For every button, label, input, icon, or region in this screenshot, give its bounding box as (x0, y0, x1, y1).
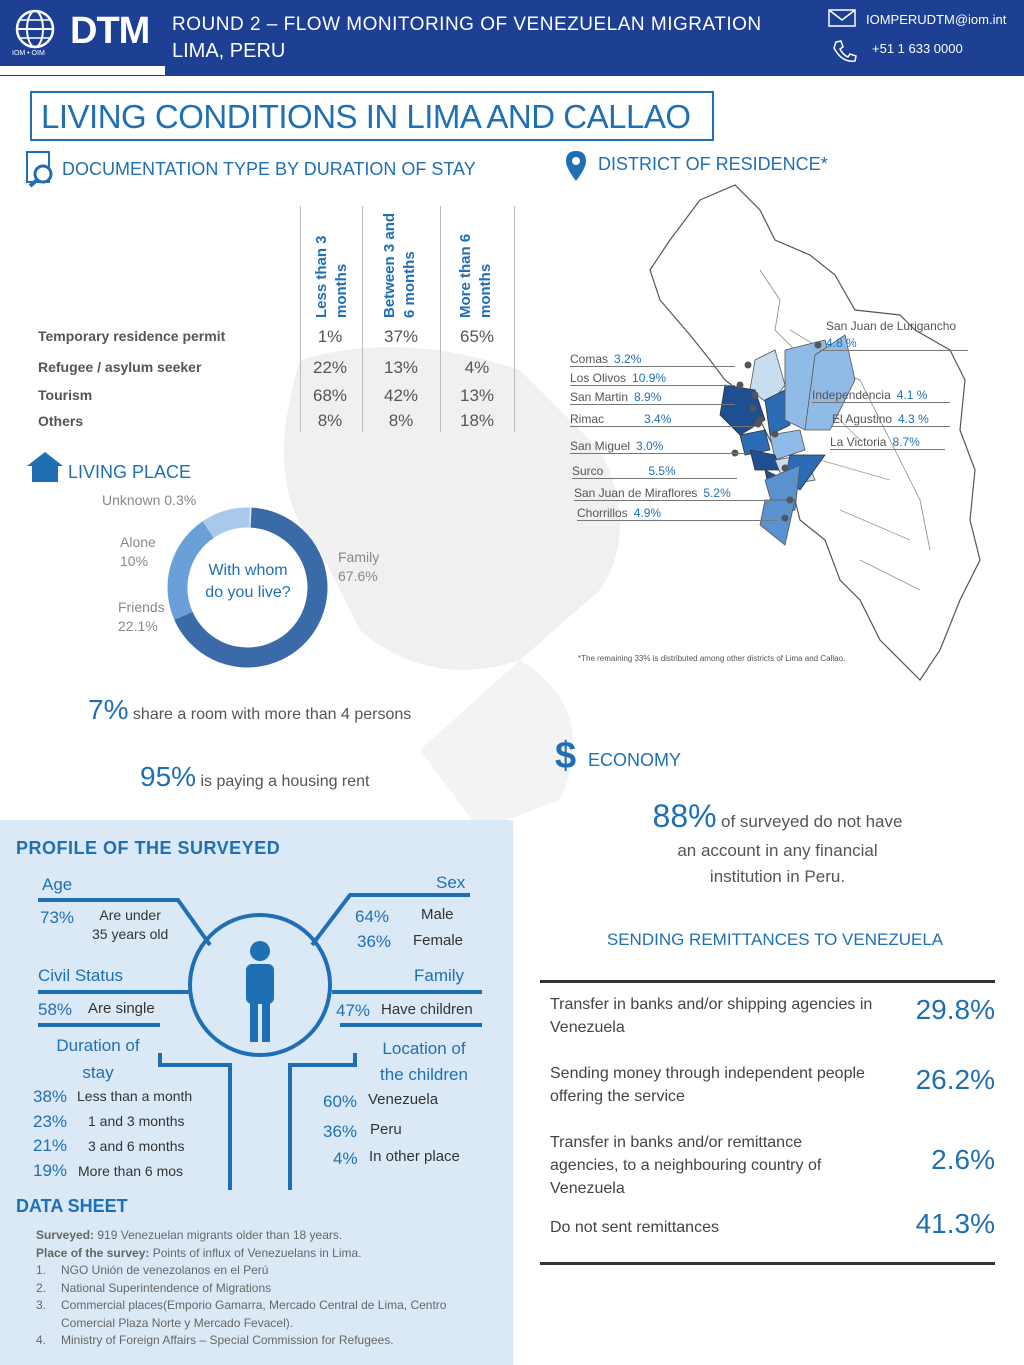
table-cell: 8% (317, 411, 343, 430)
header (0, 0, 1024, 76)
table-cell: 8% (388, 411, 414, 430)
district-label: Comas 3.2% (570, 352, 735, 367)
row-label: Others (38, 413, 84, 429)
family-title: Family (414, 966, 465, 985)
table-divider (514, 206, 515, 432)
person-icon (240, 940, 280, 1045)
location-pct: 36% (323, 1122, 358, 1141)
donut-label-friends: Friends 22.1% (118, 599, 165, 634)
row-label: Refugee / asylum seeker (38, 359, 202, 375)
house-icon (25, 450, 65, 484)
table-divider (362, 206, 363, 432)
remittance-row: Transfer in banks and/or remittance agencies, to a neighbouring country of Venezuela 2.6% (550, 1134, 995, 1197)
economy-title: ECONOMY (588, 750, 682, 770)
share-room-stat: 7% share a room with more than 4 persons (88, 694, 412, 725)
sex-title: Sex (436, 873, 466, 892)
district-label: La Victoria 8.7% (830, 435, 945, 450)
no-account-stat: 88% of surveyed do not have an account in any financial institution in Peru. (652, 798, 903, 886)
phone-icon (830, 38, 858, 64)
table-cell: 1% (317, 327, 343, 346)
male-label: Male (421, 906, 454, 923)
single-label: Are single (88, 1000, 155, 1017)
location-label: In other place (369, 1148, 460, 1165)
duration-label: Less than a month (77, 1088, 193, 1104)
male-pct: 64% (355, 907, 390, 926)
col-head-less-3: Less than 3 months (313, 235, 350, 318)
age-pct: 73% (40, 908, 75, 927)
table-cell: 65% (459, 327, 495, 346)
dollar-icon: $ (555, 735, 577, 777)
district-label: Surco 5.5% (572, 464, 737, 479)
row-label: Temporary residence permit (38, 328, 226, 344)
table-cell: 42% (383, 386, 419, 405)
col-head-more-6: More than 6 months (457, 233, 494, 318)
donut-center-text: With whom do you live? (205, 562, 291, 601)
duration-pct: 19% (33, 1161, 68, 1180)
table-cell: 13% (383, 358, 419, 377)
dtm-logo: DTM (70, 10, 150, 52)
children-pct: 47% (336, 1001, 371, 1020)
document-search-icon (25, 150, 59, 188)
location-pct: 4% (333, 1149, 358, 1168)
district-label: Chorrillos 4.9% (577, 506, 777, 521)
donut-label-alone: Alone 10% (120, 534, 156, 569)
district-label: San Miguel 3.0% (570, 439, 745, 454)
duration-pct: 21% (33, 1136, 68, 1155)
table-cell: 68% (312, 386, 348, 405)
duration-pct: 38% (33, 1087, 68, 1106)
duration-label: More than 6 mos (78, 1163, 184, 1179)
rent-stat: 95% is paying a housing rent (140, 761, 370, 792)
location-pin-icon (565, 150, 587, 182)
district-label: Rimac 3.4% (570, 412, 755, 427)
data-sheet-body: Surveyed: 919 Venezuelan migrants older than 18 years. Place of the survey: Points of influx of Venezuelans in Lima. 1. NGO Unión de venezolanos en el Perú 2. National Superintendence of Migrations 3. Commercial places(Emporio Gamarra, Mercado Central de Lima, Centro Comercial Plaza Norte y Mercado Fevacel). 4. Ministry of Foreign Affairs – Special Commission for Refugees. (36, 1228, 447, 1347)
district-label: San Juan de Lurigancho (826, 319, 957, 333)
un-emblem-icon (14, 8, 56, 50)
female-pct: 36% (357, 932, 392, 951)
remittance-title: SENDING REMITTANCES TO VENEZUELA (606, 930, 944, 949)
district-label: San Martin 8.9% (570, 390, 735, 405)
remittance-bottom-rule (540, 1262, 995, 1265)
page-title: LIVING CONDITIONS IN LIMA AND CALLAO (30, 91, 714, 141)
civil-status-title: Civil Status (38, 966, 124, 985)
donut-segment-alone (208, 518, 250, 530)
mail-icon (828, 9, 856, 27)
profile-panel (0, 820, 513, 1365)
remittance-row: Do not sent remittances 41.3% (550, 1208, 995, 1239)
partner-strip (0, 66, 165, 75)
table-divider (440, 206, 441, 432)
table-cell: 22% (312, 358, 348, 377)
round-title: ROUND 2 – FLOW MONITORING OF VENEZUELAN MIGRATION (172, 14, 762, 35)
district-label: 4.8 % (820, 336, 968, 351)
children-label: Have children (381, 1001, 473, 1018)
location-title: Location of the children (380, 1039, 468, 1084)
table-cell: 18% (459, 411, 495, 430)
table-cell: 13% (459, 386, 495, 405)
female-label: Female (413, 932, 464, 949)
documentation-title: DOCUMENTATION TYPE BY DURATION OF STAY (62, 159, 476, 179)
remittance-top-rule (540, 980, 995, 983)
district-label: San Juan de Miraflores 5.2% (574, 486, 774, 501)
donut-label-unknown: Unknown 0.3% (102, 492, 197, 508)
contact-email[interactable]: IOMPERUDTM@iom.int (866, 12, 1007, 27)
row-label: Tourism (38, 387, 93, 403)
table-cell: 37% (383, 327, 419, 346)
contact-phone: +51 1 633 0000 (872, 41, 963, 56)
location-label: Peru (370, 1121, 402, 1138)
duration-label: 3 and 6 months (88, 1138, 185, 1154)
duration-title: Duration of stay (56, 1036, 140, 1082)
duration-pct: 23% (33, 1112, 68, 1131)
col-head-3-6: Between 3 and 6 months (381, 212, 418, 318)
duration-label: 1 and 3 months (88, 1113, 185, 1129)
district-label: El Agustino 4.3 % (832, 412, 950, 427)
living-place-title: LIVING PLACE (68, 462, 192, 482)
location-label: Venezuela (368, 1091, 439, 1108)
district-label: Los Olivos 10.9% (570, 371, 735, 386)
location-pct: 60% (323, 1092, 358, 1111)
map-footnote: *The remaining 33% is distributed among other districts of Lima and Callao. (578, 654, 846, 663)
age-title: Age (42, 875, 73, 894)
iom-logo-text: IOM • OIM (12, 50, 45, 57)
district-title: DISTRICT OF RESIDENCE* (598, 154, 828, 174)
donut-label-family: Family 67.6% (338, 549, 380, 584)
single-pct: 58% (38, 1000, 73, 1019)
age-text: Are under 35 years old (92, 907, 169, 942)
profile-title: PROFILE OF THE SURVEYED (16, 838, 281, 858)
district-label: Independencia 4.1 % (812, 388, 950, 403)
data-sheet-title: DATA SHEET (16, 1196, 128, 1216)
remittance-row: Sending money through independent people offering the service 26.2% (550, 1064, 995, 1105)
location-title: LIMA, PERU (172, 40, 286, 62)
remittance-row: Transfer in banks and/or shipping agencies in Venezuela 29.8% (550, 994, 995, 1036)
table-cell: 4% (464, 358, 490, 377)
